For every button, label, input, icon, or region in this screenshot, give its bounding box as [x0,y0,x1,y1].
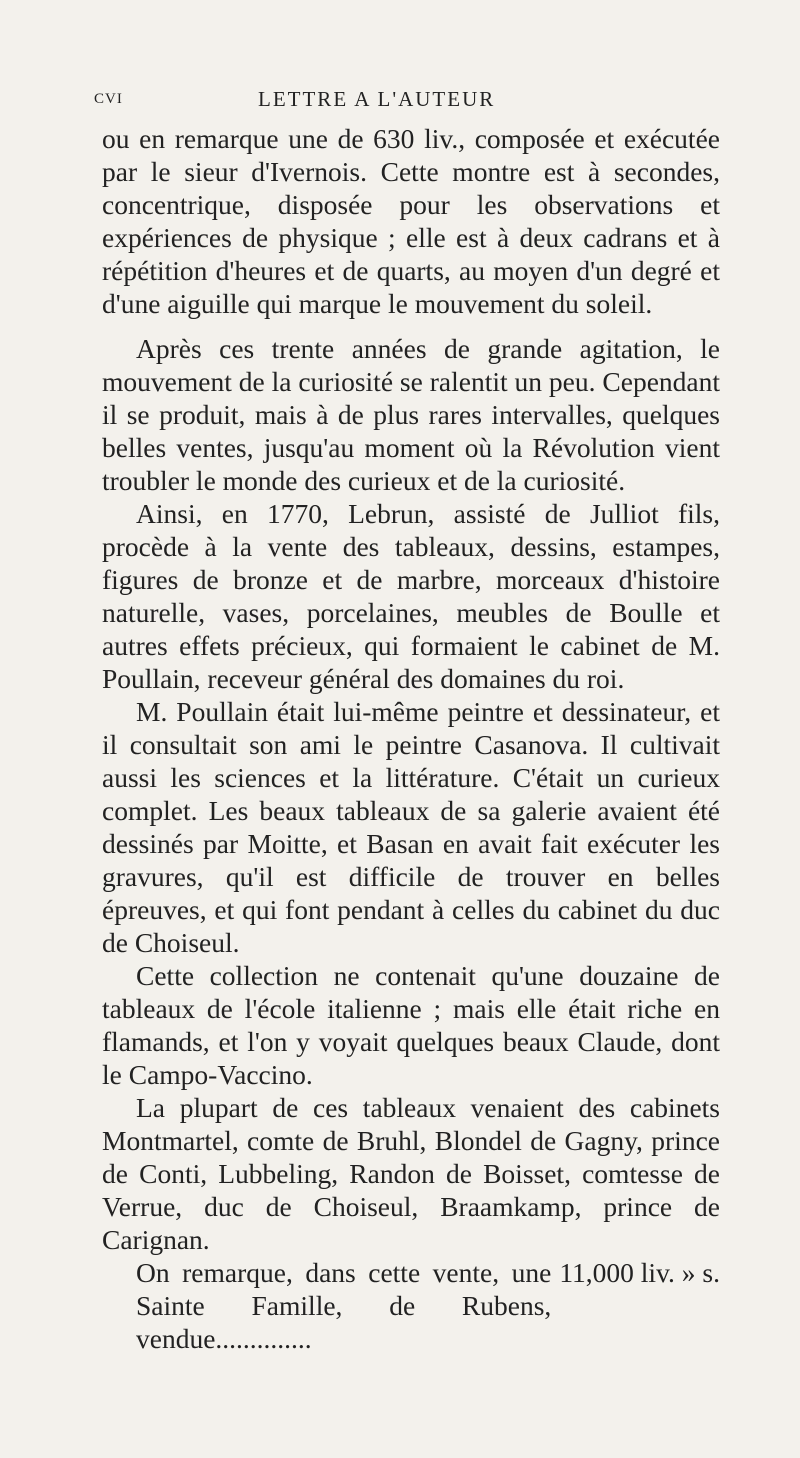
paragraph: M. Poullain était lui-même peintre et dessinateur, et il consultait son ami le peintre Casanova. Il cultivait aussi les sciences et la littérature. C'était un curieux complet. Les beaux tableaux de sa galerie avaient été dessinés par Moitte, et Basan en avait fait exécuter les gravures, qu'il est difficile de trouver en belles épreuves, et qui font pendant à celles du cabinet du duc de Choiseul. [102,696,720,958]
page-number: CVI [94,91,123,107]
body-text [102,122,720,1355]
paragraph: Après ces trente années de grande agitation, le mouvement de la curiosité se ralentit un peu. Cependant il se produit, mais à de plus rares intervalles, quelques belles ventes, jusqu'au moment où la Révolution vient troubler le monde des curieux et de la curiosité. [102,333,720,496]
running-title: LETTRE A L'AUTEUR [258,87,496,111]
sale-entry-text: On remarque, dans cette vente, une Sainte Famille, de Rubens, vendue.............. [136,1257,552,1354]
sale-entry-price: 11,000 liv. » s. [559,1257,720,1288]
sale-entry [102,1256,720,1355]
page-header [94,82,720,122]
book-page [94,82,720,1355]
paragraph: Ainsi, en 1770, Lebrun, assisté de Julliot fils, procède à la vente des tableaux, dessins, estampes, figures de bronze et de marbre, morceaux d'histoire naturelle, vases, porcelaines, meubles de Boulle et autres effets précieux, qui formaient le cabinet de M. Poullain, receveur général des domaines du roi. [102,498,720,694]
paragraph: ou en remarque une de 630 liv., composée et exécutée par le sieur d'Ivernois. Cette montre est à secondes, concentrique, disposée pour les observations et expériences de physique ; elle est à deux cadrans et à répétition d'heures et de quarts, au moyen d'un degré et d'une aiguille qui marque le mouvement du soleil. [102,123,720,319]
paragraph: Cette collection ne contenait qu'une douzaine de tableaux de l'école italienne ; mais elle était riche en flamands, et l'on y voyait quelques beaux Claude, dont le Campo-Vaccino. [102,960,720,1090]
paragraph: La plupart de ces tableaux venaient des cabinets Montmartel, comte de Bruhl, Blondel de Gagny, prince de Conti, Lubbeling, Randon de Boisset, comtesse de Verrue, duc de Choiseul, Braamkamp, prince de Carignan. [102,1092,720,1255]
